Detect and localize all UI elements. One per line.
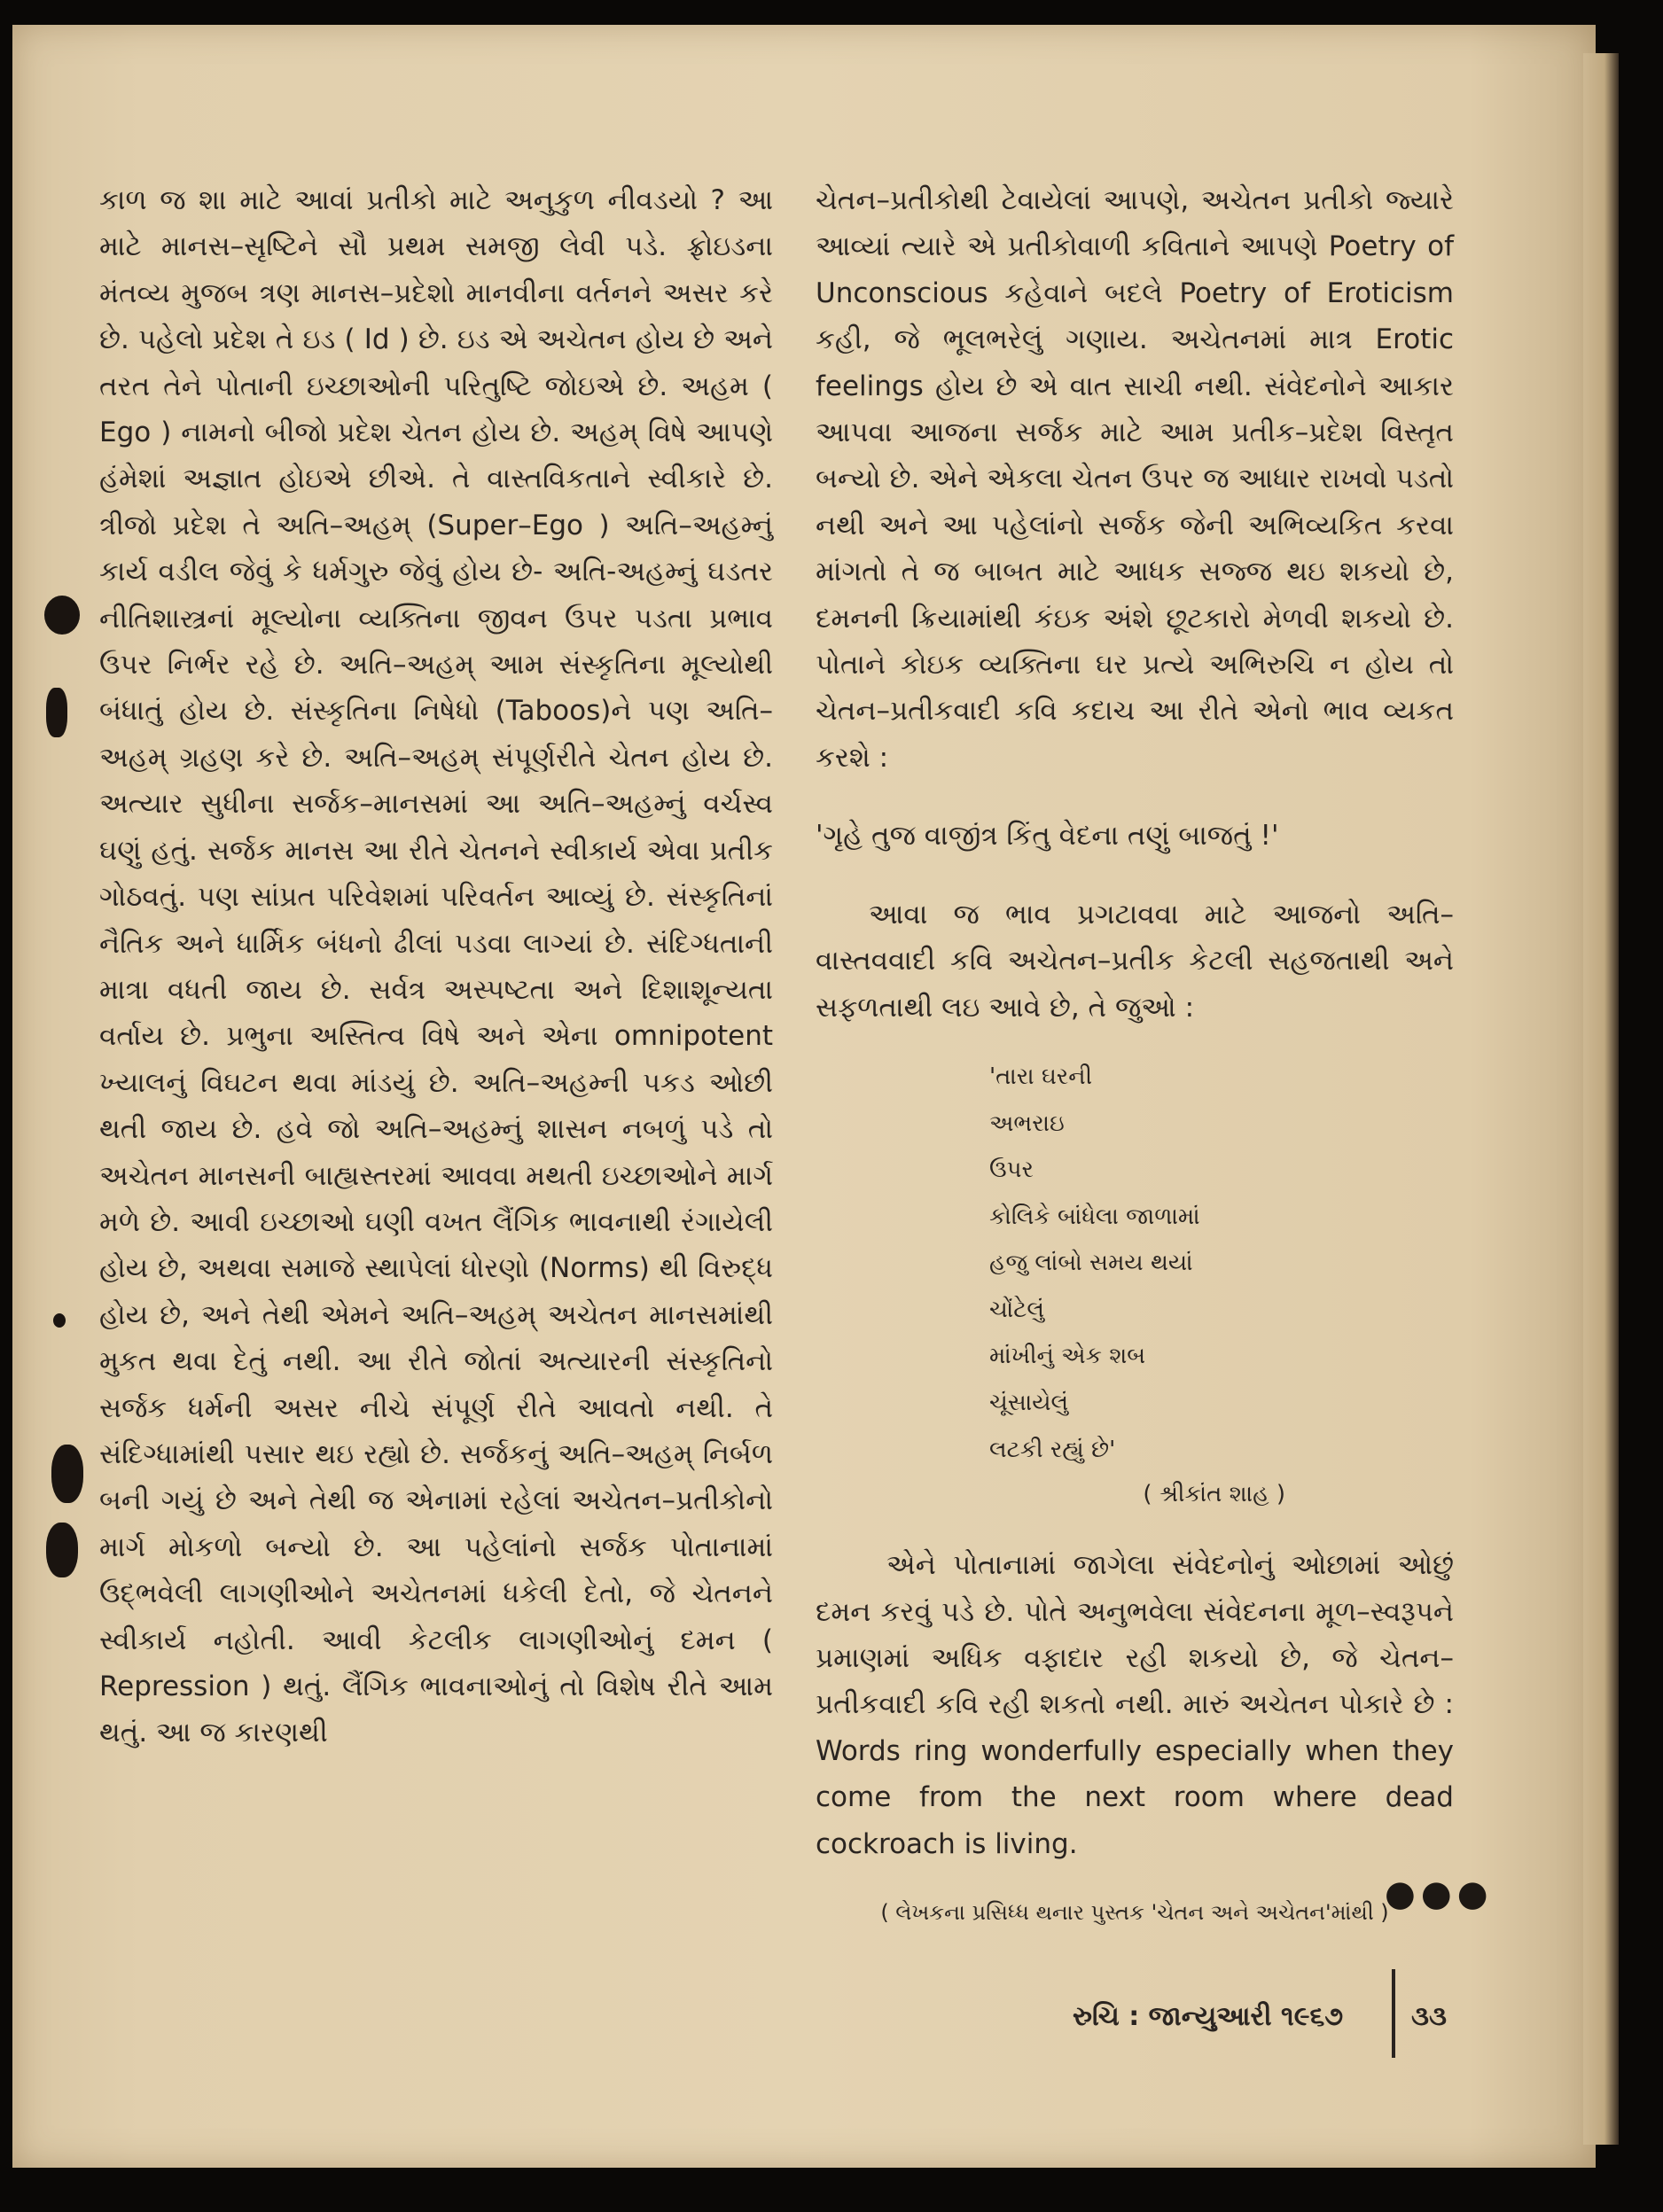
right-paragraph-2: આવા જ ભાવ પ્રગટાવવા માટે આજનો અતિ–વાસ્તવવાદી કવિ અચેતન–પ્રતીક કેટલી સહજતાથી અને સફળતાથી લઇ આવે છે, તે જુઓ : (816, 898, 1454, 1024)
left-column-text: કાળ જ શા માટે આવાં પ્રતીકો માટે અનુકુળ નીવડયો ? આ માટે માનસ–સૃષ્ટિને સૌ પ્રથમ સમજી લેવી પડે. ફ્રોઇડના મંતવ્ય મુજબ ત્રણ માનસ–પ્રદેશો માનવીના વર્તનને અસર કરે છે. પહેલો પ્રદેશ તે ઇડ ( Id ) છે. ઇડ એ અચેતન હોય છે અને તરત તેને પોતાની ઇચ્છાઓની પરિતુષ્ટિ જોઇએ છે. અહમ ( Ego ) નામનો બીજો પ્રદેશ ચેતન હોય છે. અહમ્ વિષે આપણે હંમેશાં અજ્ઞાત હોઇએ છીએ. તે વાસ્તવિકતાને સ્વીકારે છે. ત્રીજો પ્રદેશ તે અતિ–અહમ્ (Super–Ego ) અતિ–અહમ્નું કાર્ય વડીલ જેવું કે ધર્મગુરુ જેવું હોય છે- અતિ-અહમ્નું ઘડતર નીતિશાસ્ત્રનાં મૂલ્યોના વ્યક્તિના જીવન ઉપર પડતા પ્રભાવ ઉપર નિર્ભર રહે છે. અતિ–અહમ્ આમ સંસ્કૃતિના મૂલ્યોથી બંધાતું હોય છે. સંસ્કૃતિના નિષેધો (Taboos)ને પણ અતિ–અહમ્ ગ્રહણ કરે છે. અતિ–અહમ્ સંપૂર્ણરીતે ચેતન હોય છે. અત્યાર સુધીના સર્જક–માનસમાં આ અતિ–અહમ્નું વર્ચસ્વ ઘણું હતું. સર્જક માનસ આ રીતે ચેતનને સ્વીકાર્ય એવા પ્રતીક ગોઠવતું. પણ સાંપ્રત પરિવેશમાં પરિવર્તન આવ્યું છે. સંસ્કૃતિનાં નૈતિક અને ધાર્મિક બંધનો ઢીલાં પડવા લાગ્યાં છે. સંદિગ્ધતાની માત્રા વધતી જાય છે. સર્વત્ર અસ્પષ્ટતા અને દિશાશૂન્યતા વર્તાય છે. પ્રભુના અસ્તિત્વ વિષે અને એના omnipotent ખ્યાલનું વિઘટન થવા માંડયું છે. અતિ–અહમ્ની પકડ ઓછી થતી જાય છે. હવે જો અતિ–અહમ્નું શાસન નબળું પડે તો અચેતન માનસની બાહ્યસ્તરમાં આવવા મથતી ઇચ્છાઓને માર્ગ મળે છે. આવી ઇચ્છાઓ ઘણી વખત લૈંગિક ભાવનાથી રંગાયેલી હોય છે, અથવા સમાજે સ્થાપેલાં ધોરણો (Norms) થી વિરુદ્ધ હોય છે, અને તેથી એમને અતિ–અહમ્ અચેતન માનસમાંથી મુકત થવા દેતું નથી. આ રીતે જોતાં અત્યારની સંસ્કૃતિનો સર્જક ધર્મની અસર નીચે સંપૂર્ણ રીતે આવતો નથી. તે સંદિગ્ધામાંથી પસાર થઇ રહ્યો છે. સર્જકનું અતિ–અહમ્ નિર્બળ બની ગયું છે અને તેથી જ એનામાં રહેલાં અચેતન–પ્રતીકોનો માર્ગ મોકળો બન્યો છે. આ પહેલાંનો સર્જક પોતાનામાં ઉદ્ભવેલી લાગણીઓને અચેતનમાં ધકેલી દેતો, જે ચેતનને સ્વીકાર્ય નહોતી. આવી કેટલીક લાગણીઓનું દમન ( Repression ) થતું. લૈંગિક ભાવનાઓનું તો વિશેષ રીતે આમ થતું. આ જ કારણથી (99, 184, 773, 1749)
poem (989, 1054, 1454, 1473)
poem-line: અભરાઇ (989, 1110, 1065, 1137)
poem-line: ઉપર (989, 1157, 1034, 1184)
poem-line: 'તારા ઘરની (989, 1063, 1093, 1090)
poem-line: માંખીનું એક શબ (989, 1343, 1146, 1370)
source-note: ( લેખકના પ્રસિધ્ધ થનાર પુસ્તક 'ચેતન અને અચેતન'માંથી ) (880, 1900, 1389, 1926)
poem-author: ( શ્રીકાંત શાહ ) (1143, 1481, 1285, 1508)
footer-magazine-issue: રુચિ : જાન્યુઆરી ૧૯૬૭ (1073, 2001, 1344, 2032)
poem-line: ચૂંસાયેલું (989, 1390, 1069, 1417)
poem-line: ચોંટેલું (989, 1296, 1045, 1323)
page-stack-edge (1583, 53, 1619, 2145)
page-number: ૩૩ (1411, 2001, 1447, 2032)
poem-line: કોલિકે બાંધેલા જાળામાં (989, 1203, 1200, 1230)
quoted-verse: 'ગૃહે તુજ વાજીંત્ર કિંતુ વેદના તણું બાજતું !' (816, 820, 1279, 853)
left-column (99, 177, 773, 1756)
ink-blot (53, 1313, 66, 1328)
ink-blot (46, 1523, 78, 1577)
poem-line: હજુ લાંબો સમય થયાં (989, 1250, 1193, 1277)
right-paragraph-1: ચેતન–પ્રતીકોથી ટેવાયેલાં આપણે, અચેતન પ્રતીકો જ્યારે આવ્યાં ત્યારે એ પ્રતીકોવાળી કવિતાને આપણે Poetry of Unconscious કહેવાને બદલે Poetry of Eroticism કહી, જે ભૂલભરેલું ગણાય. અચેતનમાં માત્ર Erotic feelings હોય છે એ વાત સાચી નથી. સંવેદનોને આકાર આપવા આજના સર્જક માટે આમ પ્રતીક–પ્રદેશ વિસ્તૃત બન્યો છે. એને એકલા ચેતન ઉપર જ આધાર રાખવો પડતો નથી અને આ પહેલાંનો સર્જક જેની અભિવ્યકિત કરવા માંગતો તે જ બાબત માટે આધક સજ્જ થઇ શકયો છે, દમનની ક્રિયામાંથી કંઇક અંશે છૂટકારો મેળવી શકયો છે. પોતાને કોઇક વ્યક્તિના ઘર પ્રત્યે અભિરુચિ ન હોય તો ચેતન–પ્રતીકવાદી કવિ કદાચ આ રીતે એનો ભાવ વ્યકત કરશે : (816, 184, 1454, 774)
right-column (816, 177, 1454, 1930)
ink-blot (44, 596, 80, 635)
ink-blot (51, 1445, 83, 1503)
right-paragraph-3: એને પોતાનામાં જાગેલા સંવેદનોનું ઓછામાં ઓછું દમન કરવું પડે છે. પોતે અનુભવેલા સંવેદનના મૂળ–સ્વરૂપને પ્રમાણમાં અધિક વફાદાર રહી શકયો છે, જે ચેતન–પ્રતીકવાદી કવિ રહી શકતો નથી. મારું અચેતન પોકારે છે : Words ring wonderfully especially when they come from the next room where dead cockroach is living. (816, 1549, 1454, 1860)
end-of-article-mark: ●●● (1385, 1873, 1494, 1914)
footer-divider (1392, 1969, 1395, 2058)
poem-line: લટકી રહ્યું છે' (989, 1436, 1116, 1463)
ink-blot (46, 688, 67, 737)
